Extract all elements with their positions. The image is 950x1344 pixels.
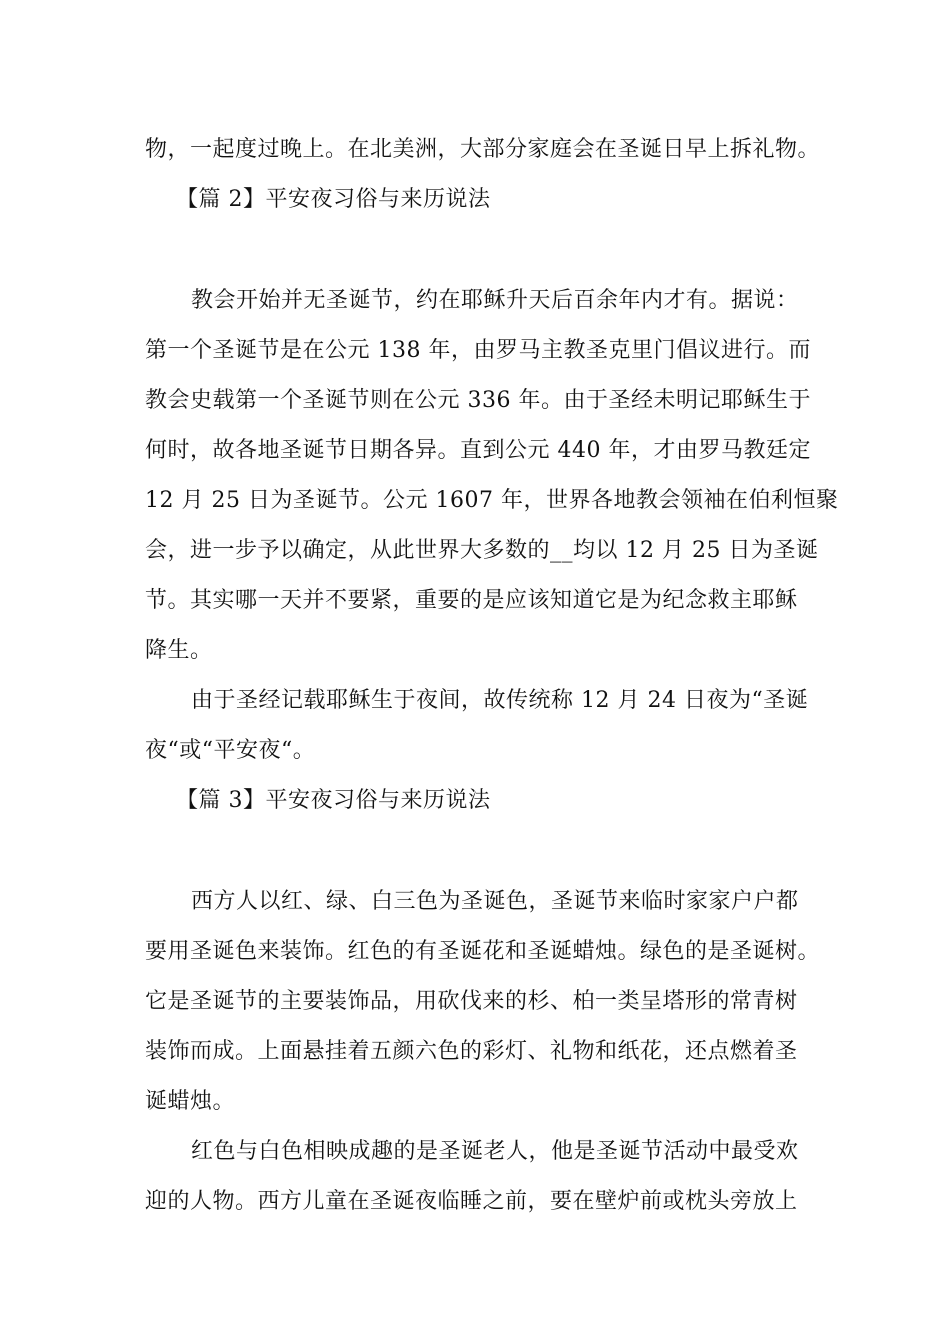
paragraph-line: 物，一起度过晚上。在北美洲，大部分家庭会在圣诞日早上拆礼物。 bbox=[145, 137, 821, 162]
paragraph-line: 会，进一步予以确定，从此世界大多数的__均以 12 月 25 日为圣诞 bbox=[145, 538, 819, 563]
paragraph-line: 诞蜡烛。 bbox=[145, 1089, 236, 1114]
paragraph-line: 装饰而成。上面悬挂着五颜六色的彩灯、礼物和纸花，还点燃着圣 bbox=[145, 1039, 798, 1064]
paragraph-line: 降生。 bbox=[145, 638, 213, 663]
paragraph-line: 何时，故各地圣诞节日期各异。直到公元 440 年，才由罗马教廷定 bbox=[145, 438, 811, 463]
paragraph-line: 12 月 25 日为圣诞节。公元 1607 年，世界各地教会领袖在伯利恒聚 bbox=[145, 488, 839, 513]
paragraph-line: 第一个圣诞节是在公元 138 年，由罗马主教圣克里门倡议进行。而 bbox=[145, 338, 811, 363]
paragraph-line: 夜“或“平安夜“。 bbox=[145, 738, 316, 763]
paragraph-line: 红色与白色相映成趣的是圣诞老人，他是圣诞节活动中最受欢 bbox=[191, 1139, 799, 1164]
paragraph-line: 西方人以红、绿、白三色为圣诞色，圣诞节来临时家家户户都 bbox=[191, 889, 799, 914]
paragraph-line: 节。其实哪一天并不要紧，重要的是应该知道它是为纪念救主耶稣 bbox=[145, 588, 798, 613]
paragraph-line: 由于圣经记载耶稣生于夜间，故传统称 12 月 24 日夜为“圣诞 bbox=[191, 688, 809, 713]
section-heading: 【篇 2】平安夜习俗与来历说法 bbox=[176, 187, 491, 212]
paragraph-line: 教会史载第一个圣诞节则在公元 336 年。由于圣经未明记耶稣生于 bbox=[145, 388, 811, 413]
paragraph-line: 迎的人物。西方儿童在圣诞夜临睡之前，要在壁炉前或枕头旁放上 bbox=[145, 1189, 798, 1214]
paragraph-line: 要用圣诞色来装饰。红色的有圣诞花和圣诞蜡烛。绿色的是圣诞树。 bbox=[145, 939, 821, 964]
section-heading: 【篇 3】平安夜习俗与来历说法 bbox=[176, 788, 491, 813]
paragraph-line: 教会开始并无圣诞节，约在耶稣升天后百余年内才有。据说： bbox=[191, 288, 799, 313]
paragraph-line: 它是圣诞节的主要装饰品，用砍伐来的杉、柏一类呈塔形的常青树 bbox=[145, 989, 798, 1014]
